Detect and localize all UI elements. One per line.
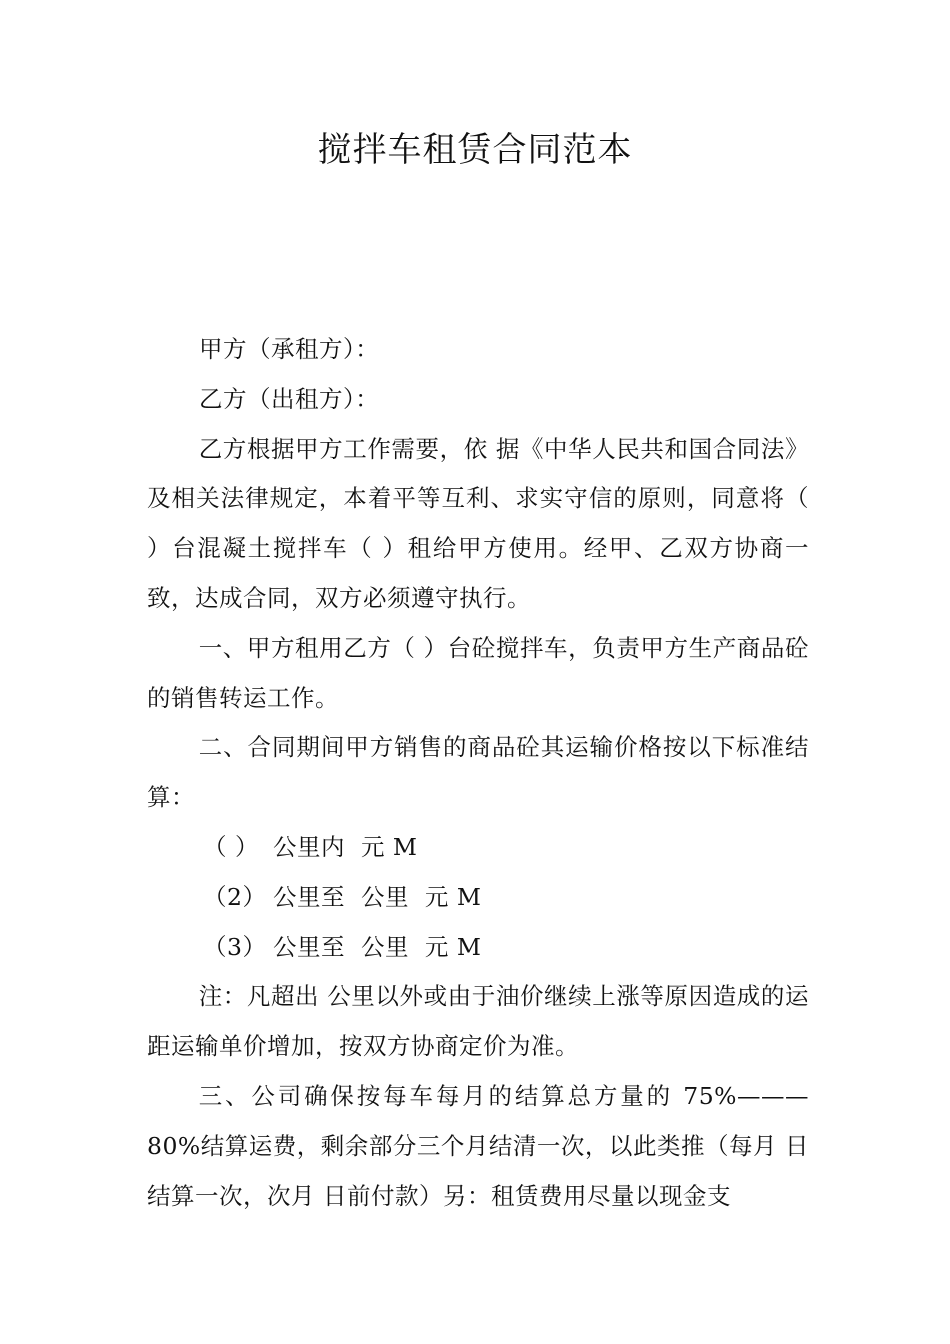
note-paragraph: 注：凡超出 公里以外或由于油价继续上涨等原因造成的运距运输单价增加，按双方协商定价为准。 <box>147 982 809 1061</box>
intro-paragraph: 乙方根据甲方工作需要，依 据《中华人民共和国合同法》及相关法律规定，本着平等互利、求实守信的原则，同意将（ ）台混凝土搅拌车（ ）租给甲方使用。经甲、乙双方协商一致，达成合同，双方必须遵守执行。 <box>147 434 809 612</box>
document-body <box>147 325 809 1221</box>
party-a-line: 甲方（承租方）： <box>199 335 380 363</box>
rate-item-number: （ ） <box>203 832 259 861</box>
rate-item-number: （3） <box>203 932 267 961</box>
document-title: 搅拌车租赁合同范本 <box>317 130 633 170</box>
rate-item-number: （2） <box>203 882 267 911</box>
clause-3-paragraph: 三、公司确保按每车每月的结算总方量的 75%———80%结算运费，剩余部分三个月结清一次，以此类推（每月 日结算一次，次月 日前付款）另：租赁费用尽量以现金支 <box>147 1081 809 1210</box>
clause-2-paragraph: 二、合同期间甲方销售的商品砼其运输价格按以下标准结算： <box>147 733 809 812</box>
rate-item-text: 公里内 元 M <box>273 832 418 861</box>
clause-1-paragraph: 一、甲方租用乙方（ ）台砼搅拌车，负责甲方生产商品砼的销售转运工作。 <box>147 633 809 712</box>
rate-item-text: 公里至 公里 元 M <box>273 932 482 961</box>
party-b-line: 乙方（出租方）： <box>199 384 380 413</box>
rate-item-1 <box>147 823 809 873</box>
rate-item-text: 公里至 公里 元 M <box>273 882 482 911</box>
rate-item-2 <box>147 873 809 923</box>
rate-item-3 <box>147 923 809 973</box>
